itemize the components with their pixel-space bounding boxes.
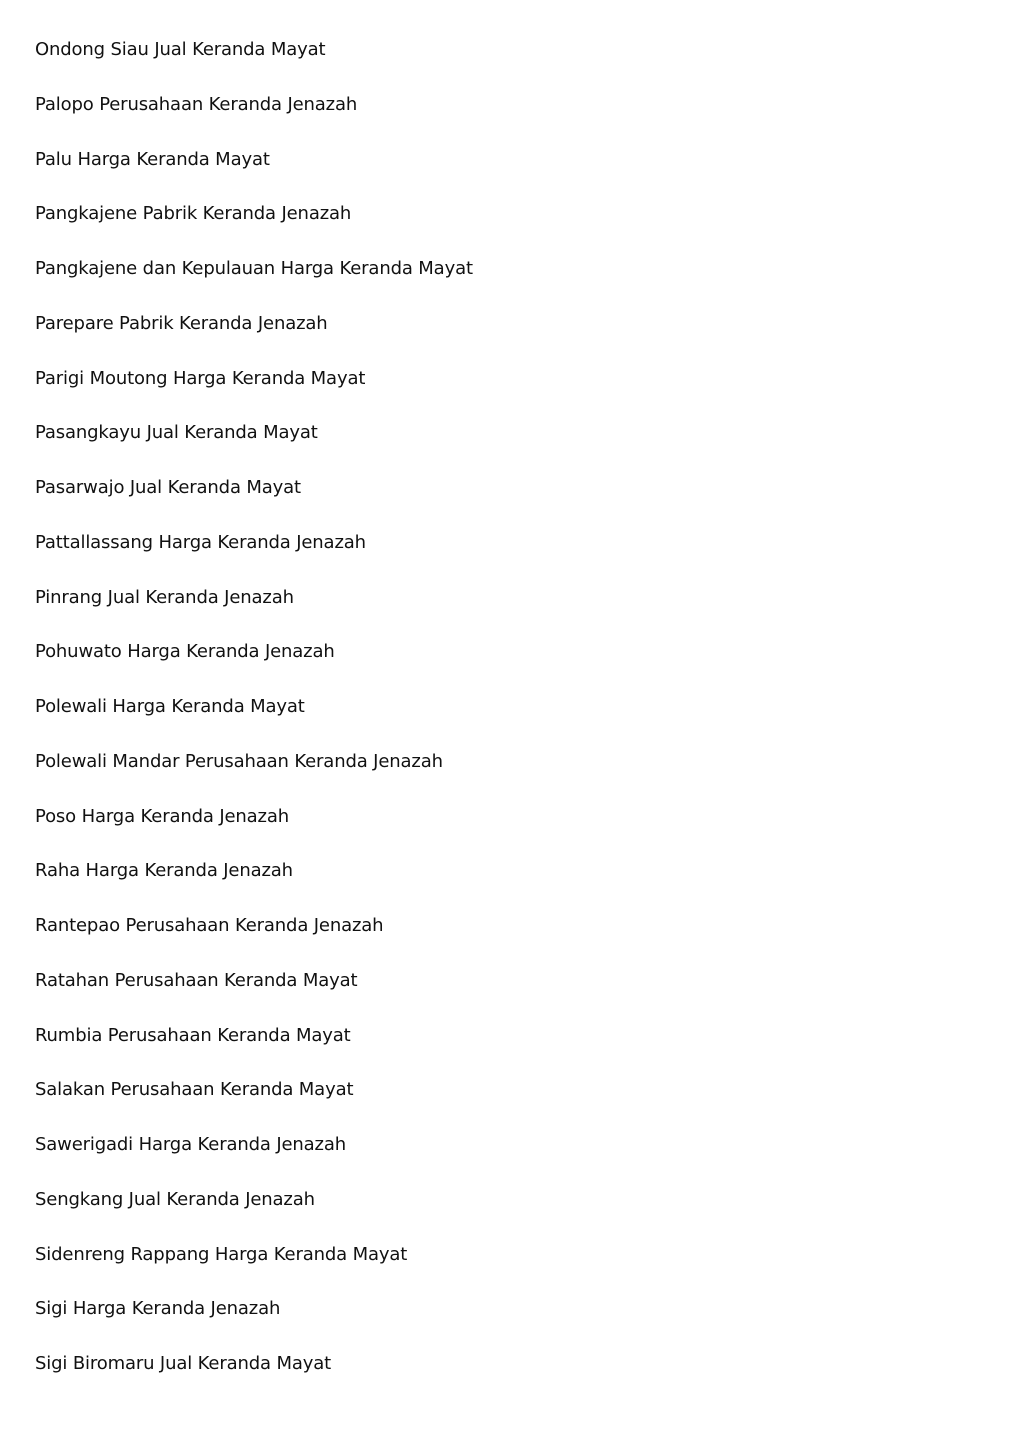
location-list <box>35 36 473 1405</box>
list-item: Ratahan Perusahaan Keranda Mayat <box>35 969 358 991</box>
list-item: Pinrang Jual Keranda Jenazah <box>35 586 294 608</box>
list-item: Sigi Biromaru Jual Keranda Mayat <box>35 1353 332 1374</box>
list-item: Sengkang Jual Keranda Jenazah <box>35 1188 315 1210</box>
list-item: Pattallassang Harga Keranda Jenazah <box>35 531 366 553</box>
list-item: Salakan Perusahaan Keranda Mayat <box>35 1079 354 1101</box>
list-item: Rumbia Perusahaan Keranda Mayat <box>35 1024 351 1046</box>
list-item: Pasangkayu Jual Keranda Mayat <box>35 422 318 444</box>
list-item: Palu Harga Keranda Mayat <box>35 148 270 170</box>
list-item: Ondong Siau Jual Keranda Mayat <box>35 39 326 60</box>
list-item: Sidenreng Rappang Harga Keranda Mayat <box>35 1243 408 1265</box>
list-item: Pasarwajo Jual Keranda Mayat <box>35 477 301 498</box>
list-item: Parepare Pabrik Keranda Jenazah <box>35 312 328 334</box>
list-item: Polewali Harga Keranda Mayat <box>35 696 305 717</box>
list-item: Raha Harga Keranda Jenazah <box>35 860 293 882</box>
list-item: Pangkajene Pabrik Keranda Jenazah <box>35 203 352 225</box>
list-item: Sigi Harga Keranda Jenazah <box>35 1298 281 1320</box>
list-item: Rantepao Perusahaan Keranda Jenazah <box>35 915 384 936</box>
list-item: Pangkajene dan Kepulauan Harga Keranda Mayat <box>35 258 473 279</box>
list-item: Parigi Moutong Harga Keranda Mayat <box>35 367 366 389</box>
list-item: Polewali Mandar Perusahaan Keranda Jenazah <box>35 750 443 772</box>
list-item: Poso Harga Keranda Jenazah <box>35 805 289 827</box>
list-item: Sawerigadi Harga Keranda Jenazah <box>35 1134 346 1155</box>
list-item: Pohuwato Harga Keranda Jenazah <box>35 641 335 663</box>
list-item: Palopo Perusahaan Keranda Jenazah <box>35 93 358 115</box>
